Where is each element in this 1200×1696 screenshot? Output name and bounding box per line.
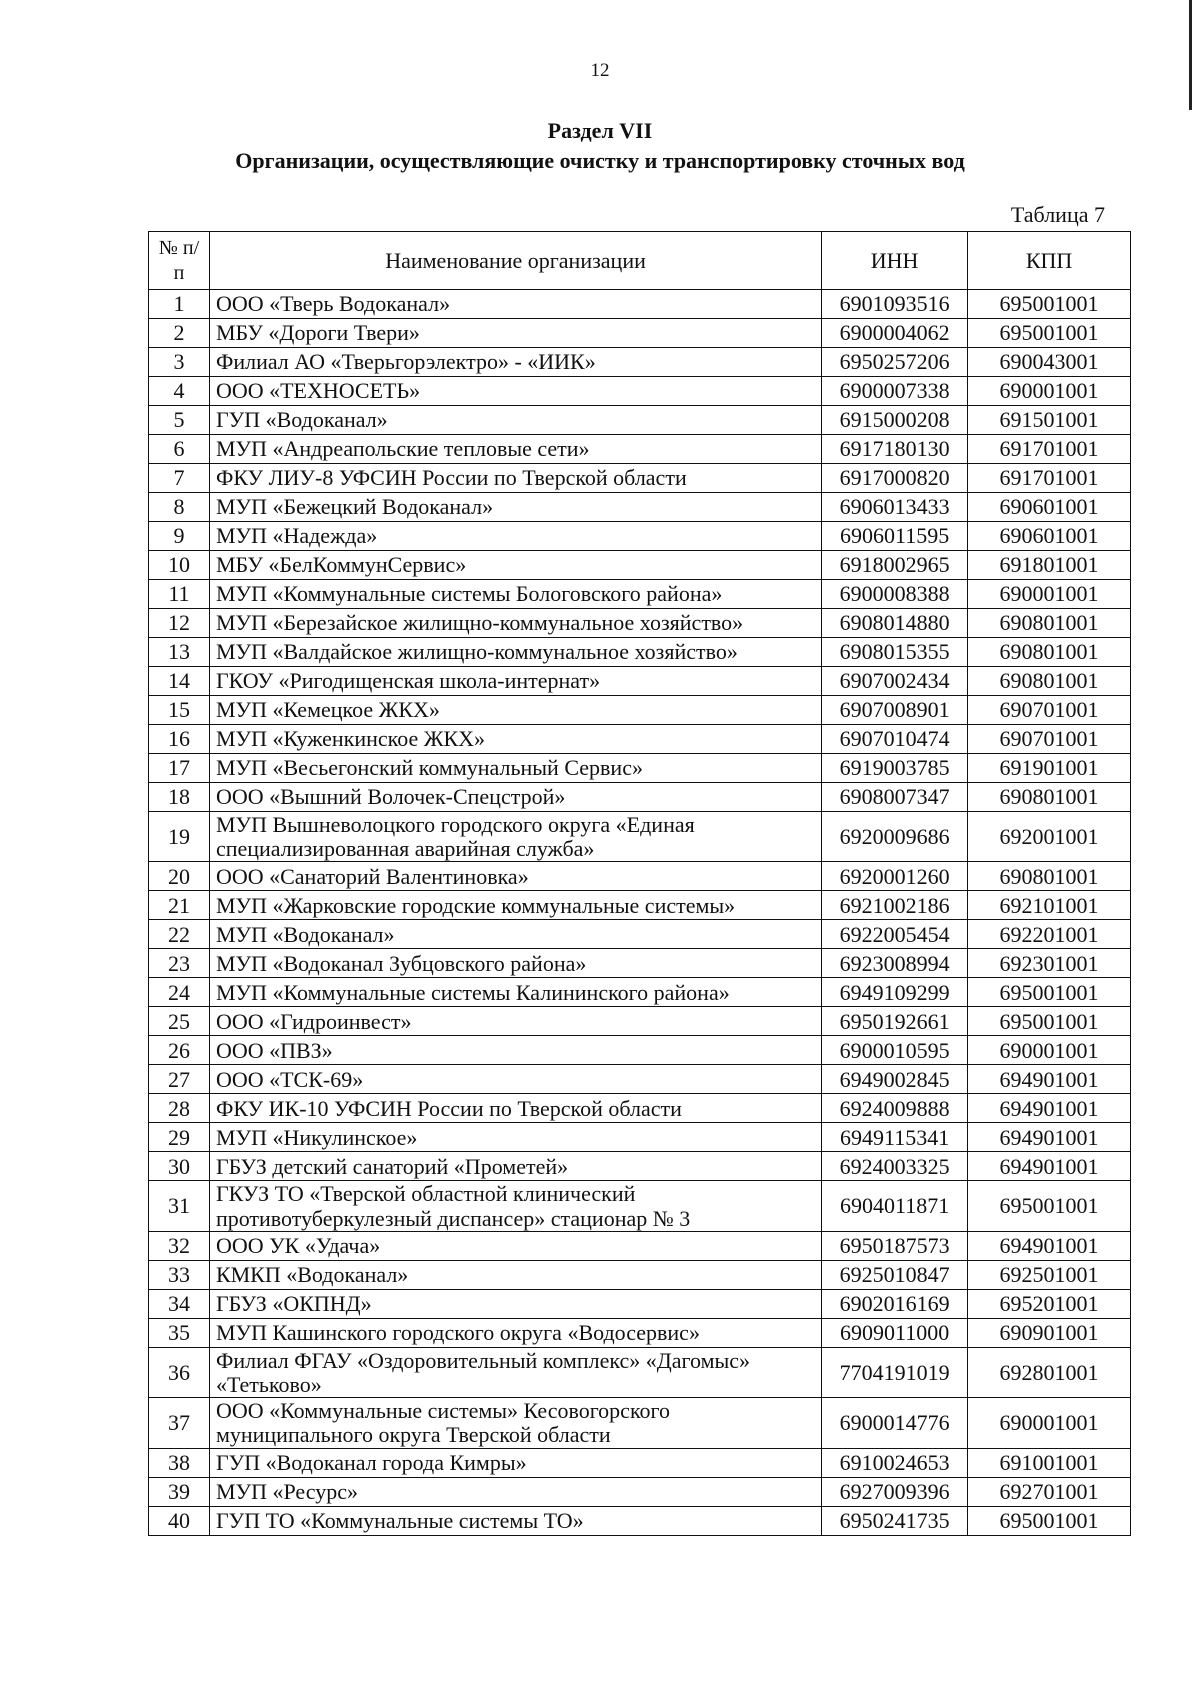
table-row <box>149 1398 1131 1448</box>
cell-inn: 6908007347 <box>822 783 968 812</box>
table-row <box>149 1477 1131 1506</box>
cell-inn: 6915000208 <box>822 406 968 435</box>
cell-name: ГКОУ «Ригодищенская школа-интернат» <box>209 667 821 696</box>
table-row <box>149 406 1131 435</box>
cell-inn: 6949109299 <box>822 978 968 1007</box>
cell-kpp: 691501001 <box>968 406 1131 435</box>
cell-name: ООО «ТСК-69» <box>209 1065 821 1094</box>
table-row <box>149 920 1131 949</box>
cell-inn: 6918002965 <box>822 551 968 580</box>
cell-num: 29 <box>149 1123 210 1152</box>
cell-kpp: 692501001 <box>968 1260 1131 1289</box>
cell-name: МУП «Валдайское жилищно-коммунальное хозяйство» <box>209 638 821 667</box>
header-num: № п/п <box>149 232 210 290</box>
table-row <box>149 978 1131 1007</box>
cell-num: 33 <box>149 1260 210 1289</box>
table-row <box>149 435 1131 464</box>
cell-name: ГБУЗ детский санаторий «Прометей» <box>209 1152 821 1181</box>
cell-name: ООО УК «Удача» <box>209 1231 821 1260</box>
cell-kpp: 691901001 <box>968 754 1131 783</box>
cell-num: 36 <box>149 1347 210 1397</box>
cell-kpp: 692201001 <box>968 920 1131 949</box>
table-row <box>149 1260 1131 1289</box>
cell-name: ФКУ ИК-10 УФСИН России по Тверской области <box>209 1094 821 1123</box>
cell-num: 3 <box>149 348 210 377</box>
cell-num: 15 <box>149 696 210 725</box>
table-row <box>149 1065 1131 1094</box>
table-row <box>149 551 1131 580</box>
cell-num: 17 <box>149 754 210 783</box>
cell-name: МУП «Кемецкое ЖКХ» <box>209 696 821 725</box>
cell-kpp: 690601001 <box>968 522 1131 551</box>
organizations-table <box>148 231 1131 1536</box>
cell-num: 8 <box>149 493 210 522</box>
table-row <box>149 949 1131 978</box>
header-inn: ИНН <box>822 232 968 290</box>
cell-kpp: 695001001 <box>968 290 1131 319</box>
cell-inn: 6900007338 <box>822 377 968 406</box>
table-caption: Таблица 7 <box>1010 202 1105 227</box>
cell-name: МУП Кашинского городского округа «Водосервис» <box>209 1318 821 1347</box>
cell-name: МУП «Весьегонский коммунальный Сервис» <box>209 754 821 783</box>
cell-name: ООО «ТЕХНОСЕТЬ» <box>209 377 821 406</box>
table-row <box>149 638 1131 667</box>
cell-kpp: 690001001 <box>968 377 1131 406</box>
cell-num: 34 <box>149 1289 210 1318</box>
cell-inn: 6900010595 <box>822 1036 968 1065</box>
cell-num: 20 <box>149 862 210 891</box>
cell-inn: 6900004062 <box>822 319 968 348</box>
cell-kpp: 690001001 <box>968 1036 1131 1065</box>
table-row <box>149 580 1131 609</box>
cell-inn: 6900014776 <box>822 1398 968 1448</box>
cell-num: 35 <box>149 1318 210 1347</box>
cell-name: МУП «Коммунальные системы Бологовского района» <box>209 580 821 609</box>
cell-kpp: 691701001 <box>968 464 1131 493</box>
cell-name: ФКУ ЛИУ-8 УФСИН России по Тверской области <box>209 464 821 493</box>
cell-inn: 6907002434 <box>822 667 968 696</box>
cell-num: 25 <box>149 1007 210 1036</box>
cell-num: 28 <box>149 1094 210 1123</box>
cell-inn: 6924009888 <box>822 1094 968 1123</box>
table-row <box>149 522 1131 551</box>
cell-name: ООО «Гидроинвест» <box>209 1007 821 1036</box>
cell-num: 24 <box>149 978 210 1007</box>
section-subtitle: Организации, осуществляющие очистку и транспортировку сточных вод <box>235 148 965 173</box>
cell-num: 13 <box>149 638 210 667</box>
cell-name: МУП «Водоканал» <box>209 920 821 949</box>
cell-inn: 6949002845 <box>822 1065 968 1094</box>
cell-kpp: 692701001 <box>968 1477 1131 1506</box>
cell-kpp: 692001001 <box>968 812 1131 862</box>
cell-num: 39 <box>149 1477 210 1506</box>
table-row <box>149 464 1131 493</box>
table-row <box>149 1152 1131 1181</box>
cell-kpp: 694901001 <box>968 1123 1131 1152</box>
cell-kpp: 690601001 <box>968 493 1131 522</box>
cell-num: 5 <box>149 406 210 435</box>
cell-kpp: 690801001 <box>968 638 1131 667</box>
table-row <box>149 1007 1131 1036</box>
table-row <box>149 348 1131 377</box>
cell-num: 31 <box>149 1181 210 1231</box>
table-header-row <box>149 232 1131 290</box>
table-row <box>149 1289 1131 1318</box>
cell-kpp: 690901001 <box>968 1318 1131 1347</box>
cell-num: 18 <box>149 783 210 812</box>
page-number: 12 <box>590 60 610 81</box>
cell-inn: 6919003785 <box>822 754 968 783</box>
table-row <box>149 1181 1131 1231</box>
cell-name: МУП «Жарковские городские коммунальные системы» <box>209 891 821 920</box>
table-row <box>149 1094 1131 1123</box>
cell-name: МУП «Водоканал Зубцовского района» <box>209 949 821 978</box>
table-row <box>149 319 1131 348</box>
cell-name: МУП «Куженкинское ЖКХ» <box>209 725 821 754</box>
cell-name: ГУП ТО «Коммунальные системы ТО» <box>209 1506 821 1535</box>
cell-inn: 6950241735 <box>822 1506 968 1535</box>
cell-inn: 6927009396 <box>822 1477 968 1506</box>
cell-kpp: 690801001 <box>968 783 1131 812</box>
cell-name: МБУ «Дороги Твери» <box>209 319 821 348</box>
table-row <box>149 862 1131 891</box>
cell-inn: 6908014880 <box>822 609 968 638</box>
cell-inn: 6950257206 <box>822 348 968 377</box>
cell-kpp: 690001001 <box>968 1398 1131 1448</box>
cell-inn: 6949115341 <box>822 1123 968 1152</box>
cell-name: КМКП «Водоканал» <box>209 1260 821 1289</box>
cell-num: 26 <box>149 1036 210 1065</box>
table-row <box>149 891 1131 920</box>
cell-name: ГУП «Водоканал города Кимры» <box>209 1448 821 1477</box>
cell-inn: 6906011595 <box>822 522 968 551</box>
cell-kpp: 695001001 <box>968 978 1131 1007</box>
scan-edge-line <box>1189 0 1192 110</box>
cell-name: МУП «Березайское жилищно-коммунальное хозяйство» <box>209 609 821 638</box>
cell-inn: 6907010474 <box>822 725 968 754</box>
table-row <box>149 1036 1131 1065</box>
cell-name: МУП «Надежда» <box>209 522 821 551</box>
cell-name: ООО «Тверь Водоканал» <box>209 290 821 319</box>
cell-inn: 6904011871 <box>822 1181 968 1231</box>
cell-name: МУП Вышневолоцкого городского округа «Единая специализированная аварийная служба» <box>209 812 821 862</box>
header-kpp: КПП <box>968 232 1131 290</box>
cell-inn: 6910024653 <box>822 1448 968 1477</box>
table-row <box>149 754 1131 783</box>
cell-name: МУП «Бежецкий Водоканал» <box>209 493 821 522</box>
cell-num: 4 <box>149 377 210 406</box>
cell-num: 30 <box>149 1152 210 1181</box>
cell-name: ГБУЗ «ОКПНД» <box>209 1289 821 1318</box>
cell-num: 22 <box>149 920 210 949</box>
table-row <box>149 1123 1131 1152</box>
cell-kpp: 694901001 <box>968 1152 1131 1181</box>
table-row <box>149 1506 1131 1535</box>
cell-inn: 6901093516 <box>822 290 968 319</box>
table-row <box>149 493 1131 522</box>
cell-kpp: 691001001 <box>968 1448 1131 1477</box>
cell-name: ООО «Вышний Волочек-Спецстрой» <box>209 783 821 812</box>
cell-kpp: 695001001 <box>968 1506 1131 1535</box>
cell-kpp: 690701001 <box>968 725 1131 754</box>
cell-inn: 6902016169 <box>822 1289 968 1318</box>
cell-name: МУП «Андреапольские тепловые сети» <box>209 435 821 464</box>
cell-num: 6 <box>149 435 210 464</box>
cell-inn: 6908015355 <box>822 638 968 667</box>
cell-kpp: 690801001 <box>968 667 1131 696</box>
cell-num: 9 <box>149 522 210 551</box>
cell-inn: 6924003325 <box>822 1152 968 1181</box>
cell-num: 27 <box>149 1065 210 1094</box>
cell-inn: 6906013433 <box>822 493 968 522</box>
table-row <box>149 377 1131 406</box>
cell-inn: 6917180130 <box>822 435 968 464</box>
table-row <box>149 1231 1131 1260</box>
section-title: Раздел VII <box>547 118 653 143</box>
cell-inn: 6920001260 <box>822 862 968 891</box>
cell-kpp: 690043001 <box>968 348 1131 377</box>
table-row <box>149 696 1131 725</box>
cell-kpp: 691801001 <box>968 551 1131 580</box>
cell-num: 16 <box>149 725 210 754</box>
cell-num: 10 <box>149 551 210 580</box>
cell-name: МУП «Ресурс» <box>209 1477 821 1506</box>
cell-inn: 6923008994 <box>822 949 968 978</box>
cell-inn: 6909011000 <box>822 1318 968 1347</box>
table-row <box>149 725 1131 754</box>
cell-num: 40 <box>149 1506 210 1535</box>
cell-inn: 6907008901 <box>822 696 968 725</box>
table-row <box>149 812 1131 862</box>
table-row <box>149 1448 1131 1477</box>
cell-name: МБУ «БелКоммунСервис» <box>209 551 821 580</box>
cell-num: 37 <box>149 1398 210 1448</box>
table-row <box>149 1318 1131 1347</box>
cell-kpp: 695001001 <box>968 1007 1131 1036</box>
cell-num: 38 <box>149 1448 210 1477</box>
cell-kpp: 695001001 <box>968 1181 1131 1231</box>
table-row <box>149 1347 1131 1397</box>
cell-name: Филиал ФГАУ «Оздоровительный комплекс» «Дагомыс» «Тетьково» <box>209 1347 821 1397</box>
cell-num: 14 <box>149 667 210 696</box>
cell-name: МУП «Никулинское» <box>209 1123 821 1152</box>
cell-kpp: 694901001 <box>968 1094 1131 1123</box>
cell-num: 19 <box>149 812 210 862</box>
cell-kpp: 691701001 <box>968 435 1131 464</box>
cell-name: ООО «Коммунальные системы» Кесовогорского муниципального округа Тверской области <box>209 1398 821 1448</box>
cell-inn: 6925010847 <box>822 1260 968 1289</box>
cell-inn: 6950187573 <box>822 1231 968 1260</box>
cell-name: МУП «Коммунальные системы Калининского района» <box>209 978 821 1007</box>
cell-kpp: 692301001 <box>968 949 1131 978</box>
cell-num: 23 <box>149 949 210 978</box>
cell-inn: 6922005454 <box>822 920 968 949</box>
cell-inn: 6900008388 <box>822 580 968 609</box>
cell-kpp: 690801001 <box>968 609 1131 638</box>
cell-num: 2 <box>149 319 210 348</box>
cell-inn: 6950192661 <box>822 1007 968 1036</box>
cell-kpp: 694901001 <box>968 1231 1131 1260</box>
cell-kpp: 692801001 <box>968 1347 1131 1397</box>
cell-inn: 6920009686 <box>822 812 968 862</box>
cell-kpp: 690701001 <box>968 696 1131 725</box>
table-row <box>149 609 1131 638</box>
cell-num: 12 <box>149 609 210 638</box>
cell-num: 1 <box>149 290 210 319</box>
cell-name: Филиал АО «Тверьгорэлектро» - «ИИК» <box>209 348 821 377</box>
cell-num: 32 <box>149 1231 210 1260</box>
cell-name: ГКУЗ ТО «Тверской областной клинический противотуберкулезный диспансер» стационар № 3 <box>209 1181 821 1231</box>
cell-inn: 6921002186 <box>822 891 968 920</box>
cell-kpp: 695201001 <box>968 1289 1131 1318</box>
cell-num: 7 <box>149 464 210 493</box>
cell-kpp: 694901001 <box>968 1065 1131 1094</box>
cell-num: 21 <box>149 891 210 920</box>
cell-kpp: 690801001 <box>968 862 1131 891</box>
cell-name: ГУП «Водоканал» <box>209 406 821 435</box>
cell-name: ООО «ПВЗ» <box>209 1036 821 1065</box>
cell-num: 11 <box>149 580 210 609</box>
cell-inn: 6917000820 <box>822 464 968 493</box>
table-row <box>149 783 1131 812</box>
cell-kpp: 695001001 <box>968 319 1131 348</box>
cell-inn: 7704191019 <box>822 1347 968 1397</box>
cell-kpp: 692101001 <box>968 891 1131 920</box>
cell-name: ООО «Санаторий Валентиновка» <box>209 862 821 891</box>
table-row <box>149 290 1131 319</box>
table-row <box>149 667 1131 696</box>
cell-kpp: 690001001 <box>968 580 1131 609</box>
header-name: Наименование организации <box>209 232 821 290</box>
